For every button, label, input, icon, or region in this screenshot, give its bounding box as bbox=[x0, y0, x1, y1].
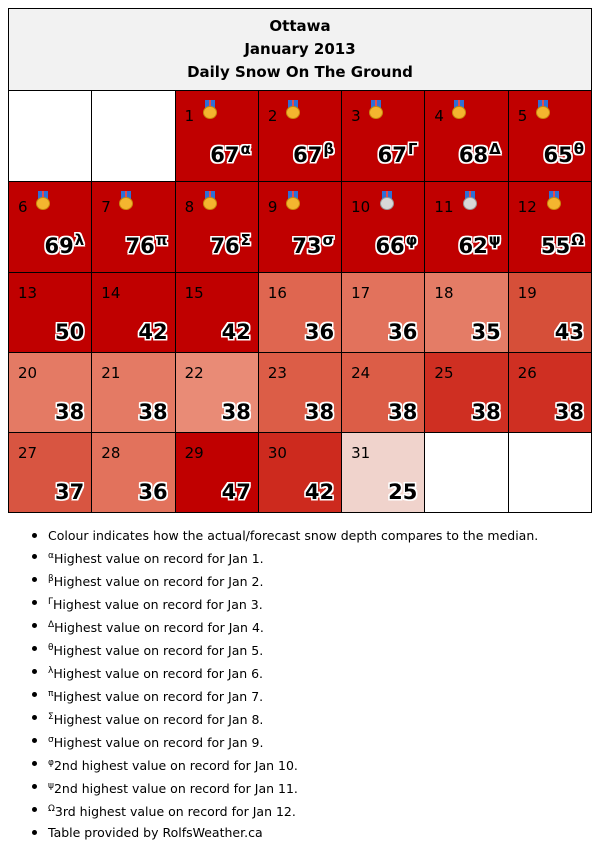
metric-title: Daily Snow On The Ground bbox=[187, 63, 413, 81]
medal-icon bbox=[379, 191, 395, 210]
day-cell bbox=[342, 433, 425, 513]
note-item bbox=[48, 569, 538, 592]
record-marker: α bbox=[240, 140, 251, 158]
note-text: Highest value on record for Jan 4. bbox=[54, 620, 264, 635]
day-cell bbox=[508, 273, 591, 353]
day-number: 16 bbox=[267, 284, 287, 302]
day-cell bbox=[258, 433, 341, 513]
snow-depth-value bbox=[541, 231, 584, 258]
record-marker: θ bbox=[573, 140, 584, 158]
day-number: 10 bbox=[351, 198, 371, 216]
note-item bbox=[48, 525, 538, 546]
day-number: 21 bbox=[101, 364, 121, 382]
note-marker: λ bbox=[48, 666, 54, 676]
snow-depth-number: 50 bbox=[55, 320, 85, 344]
snow-depth-number: 37 bbox=[55, 480, 85, 504]
record-marker: λ bbox=[74, 231, 85, 249]
day-number: 4 bbox=[434, 107, 444, 125]
snow-depth-value bbox=[210, 231, 250, 258]
snow-depth-number: 66 bbox=[375, 234, 405, 258]
medal-icon bbox=[35, 191, 51, 210]
note-item bbox=[48, 684, 538, 707]
note-marker: Ω bbox=[48, 804, 55, 814]
day-cell bbox=[175, 353, 258, 433]
snow-depth-number: 38 bbox=[554, 400, 584, 424]
medal-icon bbox=[535, 100, 551, 119]
snow-depth-value bbox=[292, 231, 334, 258]
day-cell bbox=[258, 182, 341, 273]
snow-depth-value bbox=[388, 400, 417, 424]
day-number: 28 bbox=[101, 444, 121, 462]
note-text: 2nd highest value on record for Jan 10. bbox=[53, 758, 298, 773]
note-text: Highest value on record for Jan 9. bbox=[53, 735, 264, 750]
snow-depth-number: 69 bbox=[44, 234, 74, 258]
day-number: 23 bbox=[267, 364, 287, 382]
snow-depth-number: 25 bbox=[388, 480, 418, 504]
day-number: 7 bbox=[101, 198, 111, 216]
day-number: 20 bbox=[18, 364, 38, 382]
note-marker: Γ bbox=[48, 597, 54, 607]
day-number: 18 bbox=[434, 284, 454, 302]
note-marker: Σ bbox=[48, 712, 54, 722]
day-cell bbox=[258, 273, 341, 353]
note-text: Table provided by RolfsWeather.ca bbox=[48, 825, 263, 840]
note-marker: π bbox=[48, 689, 54, 699]
day-cell bbox=[508, 182, 591, 273]
day-number: 22 bbox=[184, 364, 204, 382]
note-text: Highest value on record for Jan 7. bbox=[53, 689, 264, 704]
week-row bbox=[9, 273, 592, 353]
day-cell bbox=[92, 353, 175, 433]
snow-depth-number: 35 bbox=[471, 320, 501, 344]
medal-icon bbox=[202, 191, 218, 210]
record-marker: Σ bbox=[240, 231, 251, 249]
snow-depth-value bbox=[210, 140, 251, 167]
medal-icon bbox=[118, 191, 134, 210]
snow-depth-number: 38 bbox=[388, 400, 418, 424]
day-cell bbox=[175, 91, 258, 182]
note-item bbox=[48, 707, 538, 730]
day-number: 15 bbox=[184, 284, 204, 302]
day-cell bbox=[508, 353, 591, 433]
day-number: 29 bbox=[184, 444, 204, 462]
note-item bbox=[48, 776, 538, 799]
day-cell bbox=[92, 273, 175, 353]
note-item bbox=[48, 638, 538, 661]
day-number: 24 bbox=[351, 364, 371, 382]
note-item bbox=[48, 615, 538, 638]
record-marker: π bbox=[155, 231, 168, 249]
day-cell bbox=[342, 273, 425, 353]
note-item bbox=[48, 661, 538, 684]
note-text: Colour indicates how the actual/forecast snow depth compares to the median. bbox=[48, 528, 539, 543]
record-marker: β bbox=[323, 140, 335, 158]
note-marker: φ bbox=[48, 758, 54, 768]
day-cell bbox=[9, 182, 92, 273]
snow-depth-value bbox=[305, 480, 334, 504]
day-cell bbox=[258, 353, 341, 433]
snow-depth-value bbox=[222, 400, 251, 424]
day-number: 30 bbox=[267, 444, 287, 462]
snow-depth-number: 36 bbox=[138, 480, 168, 504]
snow-depth-value bbox=[459, 140, 501, 167]
snow-depth-value bbox=[471, 320, 500, 344]
empty-day-cell bbox=[508, 433, 591, 513]
day-cell bbox=[425, 182, 508, 273]
snow-depth-number: 42 bbox=[138, 320, 168, 344]
snow-depth-value bbox=[138, 320, 167, 344]
day-cell bbox=[175, 433, 258, 513]
note-marker: σ bbox=[48, 735, 54, 745]
note-item bbox=[48, 730, 538, 753]
week-row bbox=[9, 433, 592, 513]
day-number: 17 bbox=[351, 284, 371, 302]
note-text: Highest value on record for Jan 2. bbox=[53, 574, 264, 589]
note-text: Highest value on record for Jan 1. bbox=[53, 551, 264, 566]
day-number: 19 bbox=[517, 284, 537, 302]
day-number: 5 bbox=[517, 107, 528, 125]
snow-depth-number: 38 bbox=[138, 400, 168, 424]
note-marker: Δ bbox=[48, 620, 55, 630]
notes-list bbox=[48, 525, 538, 843]
snow-depth-number: 43 bbox=[554, 320, 584, 344]
record-marker: Ω bbox=[571, 231, 584, 249]
day-number: 9 bbox=[267, 198, 278, 216]
snow-depth-number: 47 bbox=[221, 480, 251, 504]
snow-depth-value bbox=[138, 480, 167, 504]
snow-depth-value bbox=[459, 231, 501, 258]
day-number: 11 bbox=[434, 198, 454, 216]
snow-depth-number: 67 bbox=[293, 143, 323, 167]
day-cell bbox=[175, 182, 258, 273]
snow-depth-number: 67 bbox=[377, 143, 407, 167]
calendar-body bbox=[9, 91, 592, 513]
snow-depth-number: 68 bbox=[458, 143, 489, 167]
empty-day-cell bbox=[92, 91, 175, 182]
medal-icon bbox=[451, 100, 467, 119]
snow-depth-value bbox=[55, 480, 84, 504]
note-text: Highest value on record for Jan 8. bbox=[53, 712, 264, 727]
day-number: 6 bbox=[18, 198, 28, 216]
medal-icon bbox=[202, 100, 218, 119]
day-number: 25 bbox=[434, 364, 454, 382]
snow-depth-number: 38 bbox=[471, 400, 501, 424]
month-title: January 2013 bbox=[244, 40, 356, 58]
note-text: 2nd highest value on record for Jan 11. bbox=[53, 781, 298, 796]
snow-depth-value bbox=[305, 400, 334, 424]
snow-depth-number: 62 bbox=[458, 234, 488, 258]
snow-depth-value bbox=[293, 140, 334, 167]
note-item bbox=[48, 799, 538, 822]
snow-depth-value bbox=[55, 400, 84, 424]
day-number: 3 bbox=[351, 107, 361, 125]
snow-calendar-table bbox=[8, 8, 592, 513]
snow-depth-number: 38 bbox=[304, 400, 335, 424]
snow-depth-value bbox=[543, 140, 584, 167]
day-number: 8 bbox=[184, 198, 195, 216]
week-row bbox=[9, 182, 592, 273]
snow-depth-number: 76 bbox=[125, 234, 155, 258]
day-cell bbox=[92, 433, 175, 513]
day-cell bbox=[342, 353, 425, 433]
day-number: 26 bbox=[517, 364, 537, 382]
note-item bbox=[48, 753, 538, 776]
snow-depth-value bbox=[138, 400, 167, 424]
note-marker: ψ bbox=[48, 781, 54, 791]
snow-depth-number: 36 bbox=[388, 320, 418, 344]
snow-depth-number: 76 bbox=[210, 234, 240, 258]
snow-depth-value bbox=[471, 400, 500, 424]
note-item bbox=[48, 592, 538, 615]
medal-icon bbox=[368, 100, 384, 119]
record-marker: σ bbox=[322, 231, 335, 249]
snow-depth-number: 73 bbox=[292, 234, 322, 258]
snow-depth-value bbox=[222, 320, 251, 344]
snow-depth-number: 38 bbox=[55, 400, 85, 424]
day-number: 27 bbox=[18, 444, 38, 462]
day-cell bbox=[425, 273, 508, 353]
note-text: Highest value on record for Jan 6. bbox=[53, 666, 264, 681]
note-text: 3rd highest value on record for Jan 12. bbox=[54, 804, 296, 819]
note-text: Highest value on record for Jan 3. bbox=[53, 597, 263, 612]
calendar-header bbox=[9, 9, 592, 91]
record-marker: Δ bbox=[489, 140, 501, 158]
snow-depth-value bbox=[55, 320, 84, 344]
day-number: 1 bbox=[184, 107, 195, 125]
day-number: 12 bbox=[517, 198, 537, 216]
snow-depth-value bbox=[222, 480, 251, 504]
note-item bbox=[48, 822, 538, 843]
day-cell bbox=[175, 273, 258, 353]
snow-depth-number: 55 bbox=[541, 234, 571, 258]
medal-icon bbox=[285, 191, 301, 210]
day-number: 13 bbox=[18, 284, 38, 302]
snow-depth-value bbox=[555, 400, 584, 424]
day-cell bbox=[425, 91, 508, 182]
medal-icon bbox=[462, 191, 478, 210]
day-number: 31 bbox=[351, 444, 371, 462]
record-marker: Γ bbox=[407, 140, 418, 158]
snow-depth-number: 38 bbox=[221, 400, 251, 424]
note-item bbox=[48, 546, 538, 569]
snow-depth-number: 42 bbox=[221, 320, 251, 344]
record-marker: φ bbox=[405, 231, 418, 249]
day-cell bbox=[9, 273, 92, 353]
day-cell bbox=[342, 182, 425, 273]
empty-day-cell bbox=[9, 91, 92, 182]
day-cell bbox=[9, 353, 92, 433]
empty-day-cell bbox=[425, 433, 508, 513]
snow-depth-value bbox=[378, 140, 418, 167]
medal-icon bbox=[285, 100, 301, 119]
day-cell bbox=[92, 182, 175, 273]
week-row bbox=[9, 353, 592, 433]
snow-depth-number: 67 bbox=[210, 143, 240, 167]
snow-depth-value bbox=[388, 480, 417, 504]
day-cell bbox=[258, 91, 341, 182]
snow-depth-value bbox=[45, 231, 85, 258]
day-cell bbox=[508, 91, 591, 182]
day-number: 14 bbox=[101, 284, 121, 302]
note-marker: θ bbox=[48, 643, 54, 653]
medal-icon bbox=[546, 191, 562, 210]
day-cell bbox=[425, 353, 508, 433]
day-cell bbox=[342, 91, 425, 182]
note-text: Highest value on record for Jan 5. bbox=[53, 643, 264, 658]
snow-depth-value bbox=[375, 231, 417, 258]
snow-depth-value bbox=[305, 320, 334, 344]
snow-depth-number: 36 bbox=[304, 320, 335, 344]
note-marker: α bbox=[48, 551, 54, 561]
day-cell bbox=[9, 433, 92, 513]
snow-depth-value bbox=[388, 320, 417, 344]
snow-depth-value bbox=[555, 320, 584, 344]
day-number: 2 bbox=[267, 107, 278, 125]
week-row bbox=[9, 91, 592, 182]
note-marker: β bbox=[48, 574, 54, 584]
record-marker: ψ bbox=[488, 231, 501, 249]
snow-depth-number: 65 bbox=[543, 143, 573, 167]
snow-depth-number: 42 bbox=[304, 480, 335, 504]
city-title: Ottawa bbox=[269, 17, 331, 35]
snow-depth-value bbox=[125, 231, 167, 258]
